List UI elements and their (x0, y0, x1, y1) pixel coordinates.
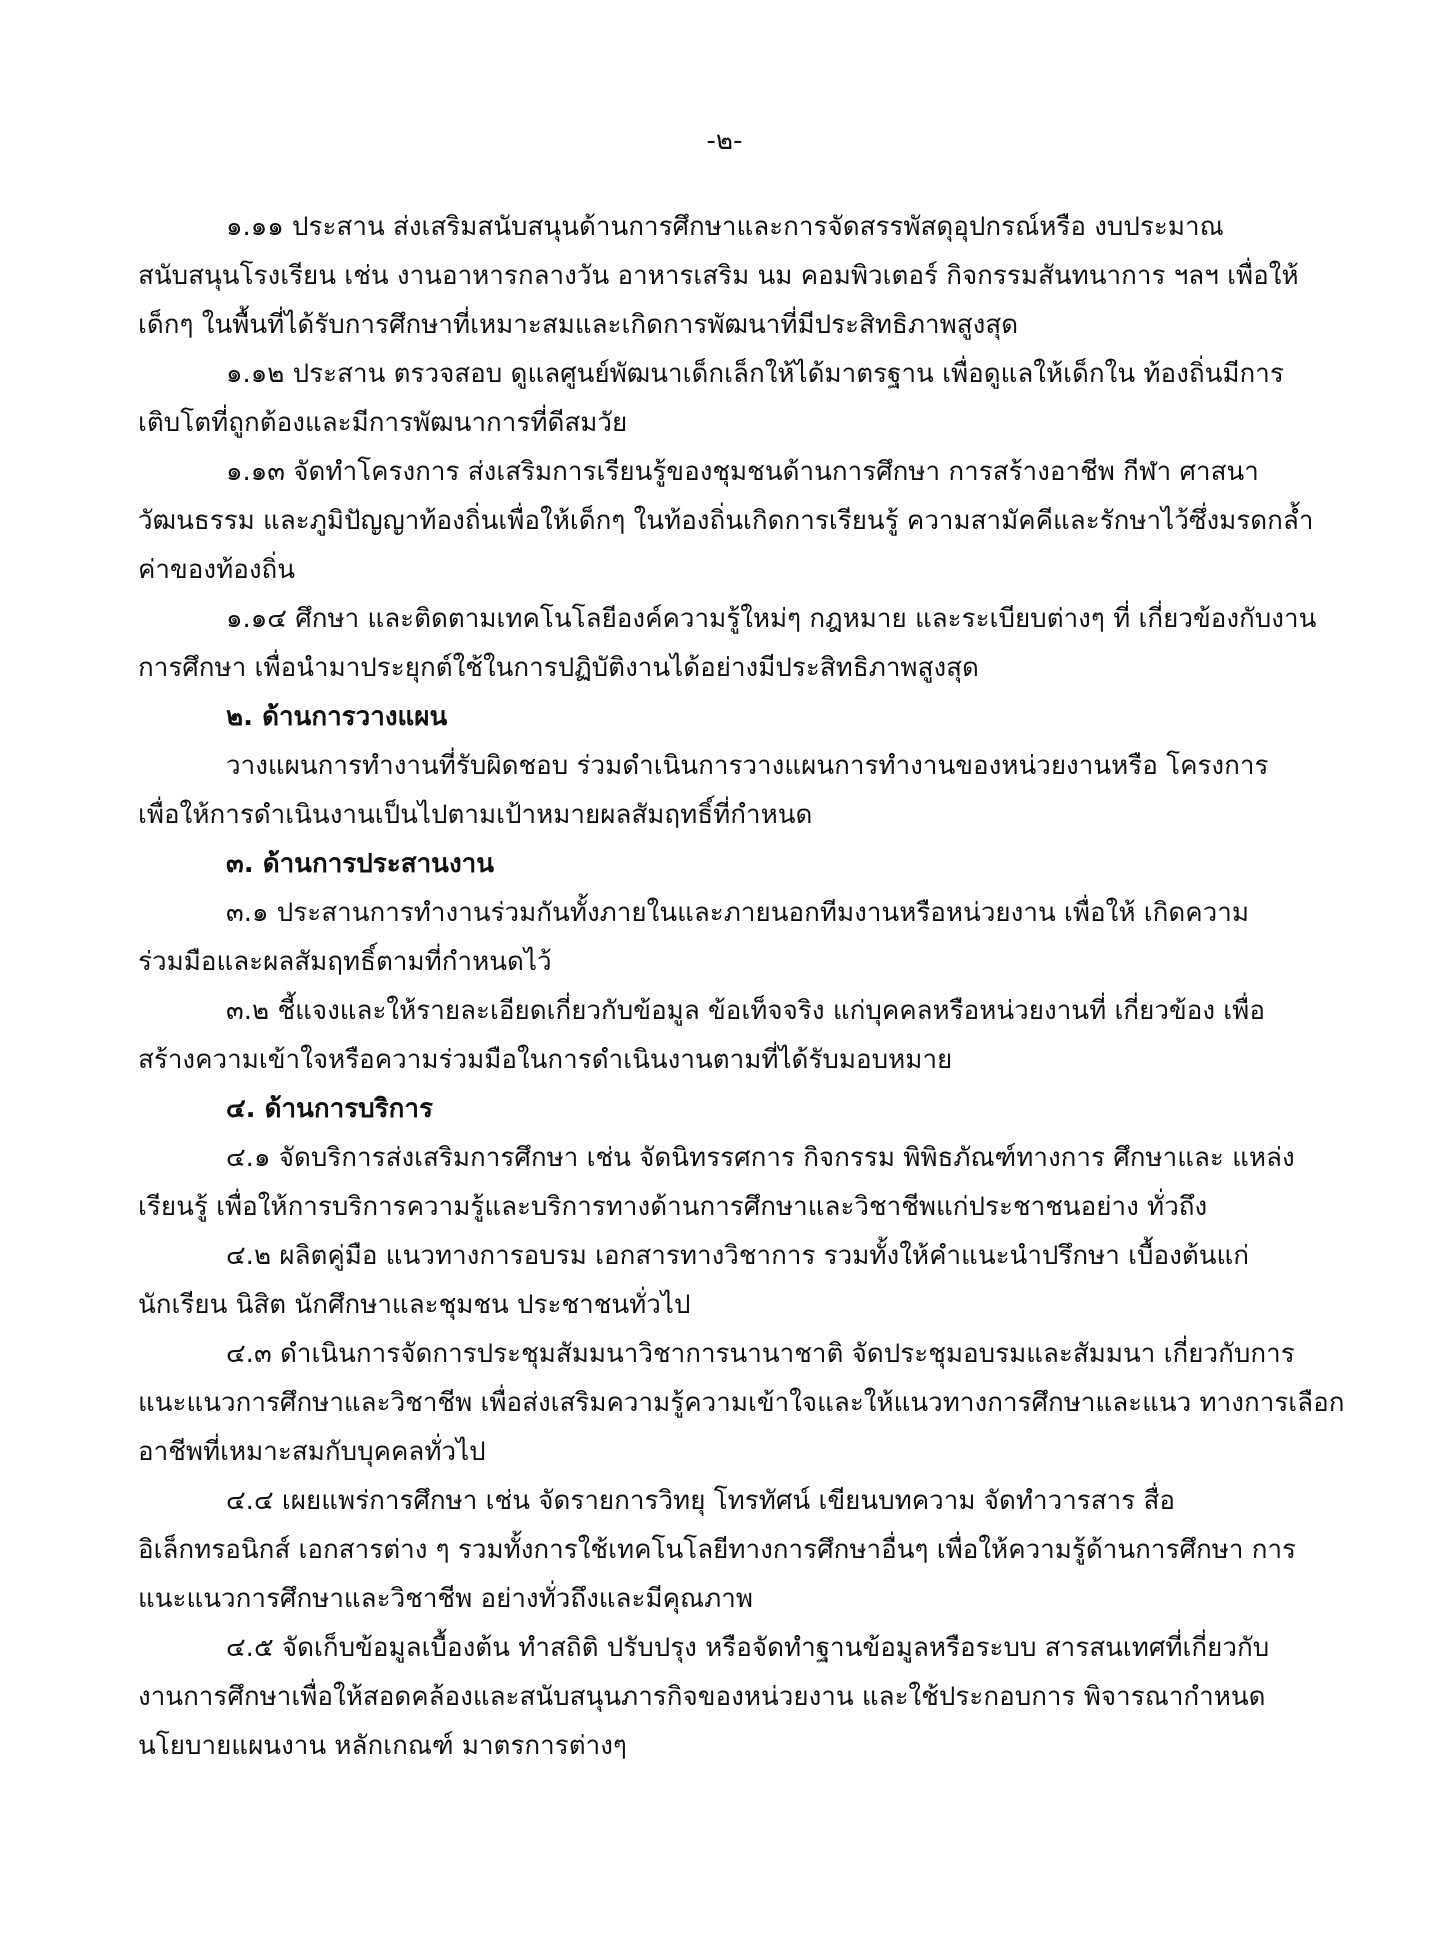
text-line: ๔.๕ จัดเก็บข้อมูลเบื้องต้น ทำสถิติ ปรับปรุง หรือจัดทำฐานข้อมูลหรือระบบ สารสนเทศที่เกี่ยวกับ (226, 1633, 1270, 1663)
text-line: ๔.๔ เผยแพร่การศึกษา เช่น จัดรายการวิทยุ โทรทัศน์ เขียนบทความ จัดทำวารสาร สื่อ (226, 1486, 1175, 1516)
text-line: ๑.๑๒ ประสาน ตรวจสอบ ดูแลศูนย์พัฒนาเด็กเล็กให้ได้มาตรฐาน เพื่อดูแลให้เด็กใน ท้องถิ่นมีการ (226, 359, 1284, 389)
paragraph-4-3 (138, 1330, 1345, 1477)
paragraph-1-11 (138, 203, 1299, 350)
text-line: แนะแนวการศึกษาและวิชาชีพ อย่างทั่วถึงและมีคุณภาพ (138, 1584, 753, 1614)
paragraph-4-2 (138, 1232, 1274, 1330)
paragraph-4-4 (138, 1477, 1297, 1624)
paragraph-1-12 (138, 350, 1284, 448)
text-line: เด็กๆ ในพื้นที่ได้รับการศึกษาที่เหมาะสมและเกิดการพัฒนาที่มีประสิทธิภาพสูงสุด (138, 310, 1019, 340)
paragraph-4-5 (138, 1624, 1274, 1771)
text-line: ร่วมมือและผลสัมฤทธิ์ตามที่กำหนดไว้ (138, 947, 552, 977)
page-number: -๒- (706, 126, 743, 156)
paragraph-1-13 (138, 448, 1314, 595)
section-heading-planning: ๒. ด้านการวางแผน (226, 702, 448, 732)
text-line: เพื่อให้การดำเนินงานเป็นไปตามเป้าหมายผลสัมฤทธิ์ที่กำหนด (138, 800, 813, 830)
text-line: นโยบายแผนงาน หลักเกณฑ์ มาตรการต่างๆ (138, 1731, 627, 1761)
text-line: ๑.๑๑ ประสาน ส่งเสริมสนับสนุนด้านการศึกษาและการจัดสรรพัสดุอุปกรณ์หรือ งบประมาณ (226, 212, 1224, 242)
text-line: ๔.๓ ดำเนินการจัดการประชุมสัมมนาวิชาการนานาชาติ จัดประชุมอบรมและสัมมนา เกี่ยวกับการ (226, 1339, 1295, 1369)
section-heading-service: ๔. ด้านการบริการ (226, 1094, 433, 1124)
text-line: อาชีพที่เหมาะสมกับบุคคลทั่วไป (138, 1437, 486, 1467)
section-heading-coordination: ๓. ด้านการประสานงาน (226, 849, 495, 879)
paragraph-4-1 (138, 1134, 1295, 1232)
text-line: เติบโตที่ถูกต้องและมีการพัฒนาการที่ดีสมวัย (138, 408, 628, 438)
text-line: ๓.๒ ชี้แจงและให้รายละเอียดเกี่ยวกับข้อมูล ข้อเท็จจริง แก่บุคคลหรือหน่วยงานที่ เกี่ยวข้อง เพื่อ (226, 996, 1265, 1026)
text-line: แนะแนวการศึกษาและวิชาชีพ เพื่อส่งเสริมความรู้ความเข้าใจและให้แนวทางการศึกษาและแนว ทางการเลือก (138, 1388, 1345, 1418)
text-line: นักเรียน นิสิต นักศึกษาและชุมชน ประชาชนทั่วไป (138, 1290, 691, 1320)
text-line: อิเล็กทรอนิกส์ เอกสารต่าง ๆ รวมทั้งการใช้เทคโนโลยีทางการศึกษาอื่นๆ เพื่อให้ความรู้ด้านการศึกษา การ (138, 1535, 1297, 1565)
text-line: ๓.๑ ประสานการทำงานร่วมกันทั้งภายในและภายนอกทีมงานหรือหน่วยงาน เพื่อให้ เกิดความ (226, 898, 1249, 928)
text-line: ค่าของท้องถิ่น (138, 555, 296, 585)
text-line: ๑.๑๓ จัดทำโครงการ ส่งเสริมการเรียนรู้ของชุมชนด้านการศึกษา การสร้างอาชีพ กีฬา ศาสนา (226, 457, 1259, 487)
paragraph-3-1 (138, 889, 1274, 987)
text-line: เรียนรู้ เพื่อให้การบริการความรู้และบริการทางด้านการศึกษาและวิชาชีพแก่ประชาชนอย่าง ทั่วถึง (138, 1192, 1208, 1222)
paragraph-1-14 (138, 595, 1317, 693)
text-line: การศึกษา เพื่อนำมาประยุกต์ใช้ในการปฏิบัติงานได้อย่างมีประสิทธิภาพสูงสุด (138, 653, 979, 683)
text-line: สนับสนุนโรงเรียน เช่น งานอาหารกลางวัน อาหารเสริม นม คอมพิวเตอร์ กิจกรรมสันทนาการ ฯลฯ เพื่อให้ (138, 261, 1299, 291)
text-line: ๑.๑๔ ศึกษา และติดตามเทคโนโลยีองค์ความรู้ใหม่ๆ กฎหมาย และระเบียบต่างๆ ที่ เกี่ยวข้องกับงาน (226, 604, 1317, 634)
document-body (138, 203, 1345, 1771)
text-line: ๔.๑ จัดบริการส่งเสริมการศึกษา เช่น จัดนิทรรศการ กิจกรรม พิพิธภัณฑ์ทางการ ศึกษาและ แหล่ง (226, 1143, 1295, 1173)
paragraph-2 (138, 742, 1274, 840)
text-line: วัฒนธรรม และภูมิปัญญาท้องถิ่นเพื่อให้เด็กๆ ในท้องถิ่นเกิดการเรียนรู้ ความสามัคคีและรักษาไว้ซึ่งมรดกล้ำ (138, 506, 1314, 536)
text-line: ๔.๒ ผลิตคู่มือ แนวทางการอบรม เอกสารทางวิชาการ รวมทั้งให้คำแนะนำปรึกษา เบื้องต้นแก่ (226, 1241, 1250, 1271)
paragraph-3-2 (138, 987, 1274, 1085)
text-line: วางแผนการทำงานที่รับผิดชอบ ร่วมดำเนินการวางแผนการทำงานของหน่วยงานหรือ โครงการ (226, 751, 1269, 781)
text-line: สร้างความเข้าใจหรือความร่วมมือในการดำเนินงานตามที่ได้รับมอบหมาย (138, 1045, 953, 1075)
text-line: งานการศึกษาเพื่อให้สอดคล้องและสนับสนุนภารกิจของหน่วยงาน และใช้ประกอบการ พิจารณากำหนด (138, 1682, 1266, 1712)
